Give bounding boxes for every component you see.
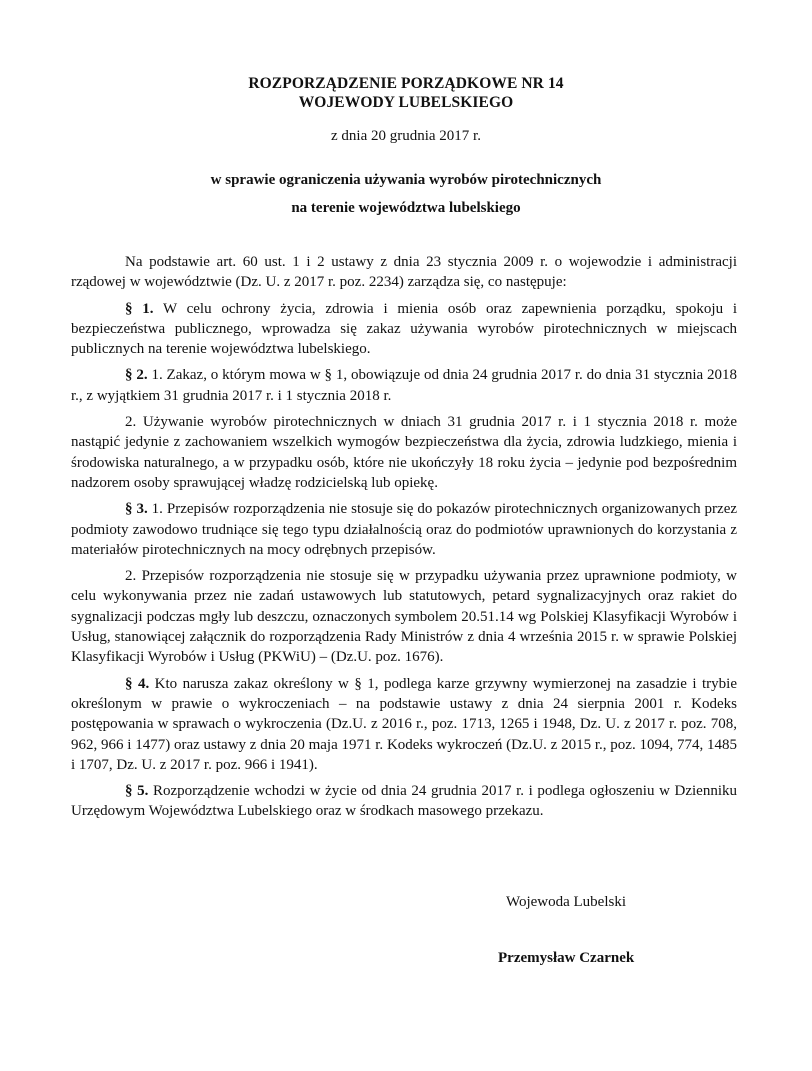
document-subject	[0, 166, 812, 222]
title-line-2: WOJEWODY LUBELSKIEGO	[298, 94, 514, 111]
signature-name: Przemysław Czarnek	[498, 950, 635, 966]
section-text: 1. Zakaz, o którym mowa w § 1, obowiązuje od dnia 24 grudnia 2017 r. do dnia 31 stycznia 2018 r., z wyjątkiem 31 grudnia 2017 r. i 1 stycznia 2018 r.	[71, 367, 737, 404]
section-text: W celu ochrony życia, zdrowia i mienia osób oraz zapewnienia porządku, spokoju i bezpieczeństwa publicznego, wprowadza się zakaz używania wyrobów pirotechnicznych w miejscach publicznych na terenie województwa lubelskiego.	[71, 300, 737, 358]
section-label: § 4.	[125, 675, 150, 692]
section-2-point-2	[71, 412, 737, 493]
signature-role: Wojewoda Lubelski	[506, 894, 627, 910]
section-1	[71, 299, 737, 360]
document-title	[0, 74, 812, 112]
document-date: z dnia 20 grudnia 2017 r.	[331, 128, 481, 144]
title-line-1: ROZPORZĄDZENIE PORZĄDKOWE NR 14	[248, 75, 564, 92]
preamble: Na podstawie art. 60 ust. 1 i 2 ustawy z dnia 23 stycznia 2009 r. o wojewodzie i administracji rządowej w województwie (Dz. U. z 2017 r. poz. 2234) zarządza się, co następuje:	[71, 254, 737, 291]
section-5	[71, 781, 737, 822]
section-label: § 2.	[125, 367, 148, 384]
section-3-point-2	[71, 566, 737, 667]
section-3-point-1	[71, 499, 737, 560]
section-4	[71, 674, 737, 775]
subject-line-2: na terenie województwa lubelskiego	[291, 200, 521, 216]
document-body	[71, 252, 737, 828]
section-label: § 1.	[125, 300, 154, 317]
section-2-point-1	[71, 365, 737, 406]
section-text: 2. Przepisów rozporządzenia nie stosuje się w przypadku używania przez uprawnione podmioty, w celu wykonywania przez nie zadań ustawowych lub statutowych, petard sygnalizacyjnych oraz rakiet do sygnalizacji podczas mgły lub deszczu, oznaczonych symbolem 20.51.14 wg Polskiej Klasyfikacji Wyrobów i Usług, stanowiącej załącznik do rozporządzenia Rady Ministrów z dnia 4 września 2015 r. w sprawie Polskiej Klasyfikacji Wyrobów i Usług (PKWiU) – (Dz.U. poz. 1676).	[71, 568, 737, 666]
section-text: Rozporządzenie wchodzi w życie od dnia 24 grudnia 2017 r. i podlega ogłoszeniu w Dzienniku Urzędowym Województwa Lubelskiego oraz w środkach masowego przekazu.	[71, 783, 738, 820]
section-text: Kto narusza zakaz określony w § 1, podlega karze grzywny wymierzonej na zasadzie i trybie określonym w prawie o wykroczeniach – na podstawie ustawy z dnia 24 sierpnia 2001 r. Kodeks postępowania w sprawach o wykroczenia (Dz.U. z 2016 r., poz. 1713, 1265 i 1948, Dz. U. z 2017 r. poz. 708, 962, 966 i 1477) oraz ustawy z dnia 20 maja 1971 r. Kodeks wykroczeń (Dz.U. z 2015 r., poz. 1094, 774, 1485 i 1707, Dz. U. z 2017 r. poz. 966 i 1941).	[71, 675, 737, 773]
section-label: § 5.	[125, 783, 149, 800]
section-text: 2. Używanie wyrobów pirotechnicznych w dniach 31 grudnia 2017 r. i 1 stycznia 2018 r. może nastąpić jedynie z zachowaniem wszelkich wymogów bezpieczeństwa dla życia, zdrowia ludzkiego, mienia i środowiska naturalnego, a w przypadku osób, które nie ukończyły 18 roku życia – jedynie pod bezpośrednim nadzorem osoby sprawującej władzę rodzicielską lub opiekę.	[71, 414, 737, 491]
subject-line-1: w sprawie ograniczenia używania wyrobów pirotechnicznych	[210, 172, 602, 188]
section-text: 1. Przepisów rozporządzenia nie stosuje się do pokazów pirotechnicznych organizowanych przez podmioty zawodowo trudniące się tego typu działalnością oraz do podmiotów uprawnionych do korzystania z materiałów pirotechnicznych na mocy odrębnych przepisów.	[71, 501, 738, 558]
section-label: § 3.	[125, 501, 148, 518]
